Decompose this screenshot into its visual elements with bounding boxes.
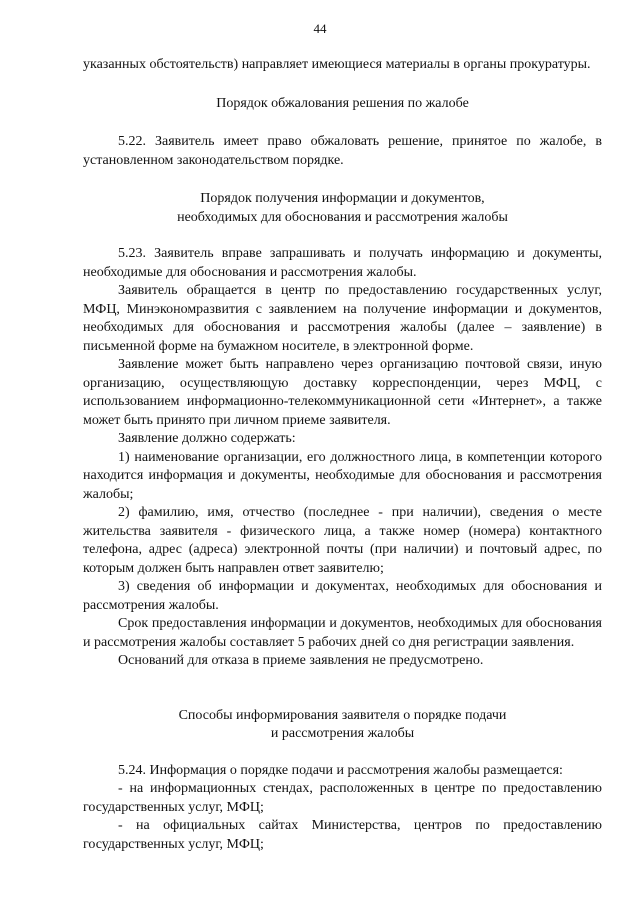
bullet-item-1: - на информационных стендах, расположенных в центре по предоставлению государственных услуг, МФЦ; (83, 781, 602, 815)
page-number: 44 (313, 21, 327, 36)
heading-line: и рассмотрения жалобы (270, 726, 415, 741)
section-heading-appeal (83, 95, 602, 114)
heading-line: необходимых для обоснования и рассмотрения жалобы (177, 209, 508, 225)
paragraph-application: Заявитель обращается в центр по предоставлению государственных услуг, МФЦ, Минэкономразвития с заявлением на получение информации и документов, необходимых для обоснования и рассмотрения жалобы (далее – заявление) в письменной форме на бумажном носителе, в электронной форме. (83, 283, 602, 354)
paragraph-5-23: 5.23. Заявитель вправе запрашивать и получать информацию и документы, необходимые для обоснования и рассмотрения жалобы. (83, 246, 602, 280)
paragraph-5-24: 5.24. Информация о порядке подачи и рассмотрения жалобы размещается: (118, 762, 563, 778)
heading-line: Порядок получения информации и документов, (200, 191, 485, 206)
document-body (83, 56, 602, 854)
paragraph-submission: Заявление может быть направлено через организацию почтовой связи, иную организацию, осуществляющую доставку корреспонденции, через МФЦ, с использованием информационно-телекоммуникационной сети «Интернет», а также может быть принято при личном приеме заявителя. (83, 357, 602, 428)
section-heading-informing (83, 707, 602, 744)
intro-paragraph: указанных обстоятельств) направляет имеющиеся материалы в органы прокуратуры. (83, 57, 591, 72)
heading-line: Способы информирования заявителя о порядке подачи (178, 707, 507, 723)
section-heading-information (83, 190, 602, 227)
bullet-item-2: - на официальных сайтах Министерства, центров по предоставлению государственных услуг, МФЦ; (83, 818, 602, 852)
paragraph-contents: Заявление должно содержать: (118, 431, 296, 446)
paragraph-5-22: 5.22. Заявитель имеет право обжаловать решение, принятое по жалобе, в установленном законодательством порядке. (83, 134, 602, 168)
paragraph-refusal: Оснований для отказа в приеме заявления не предусмотрено. (118, 653, 484, 668)
heading-line: Порядок обжалования решения по жалобе (216, 95, 469, 111)
list-item-3: 3) сведения об информации и документах, необходимых для обоснования и рассмотрения жалобы. (83, 579, 602, 613)
list-item-2: 2) фамилию, имя, отчество (последнее - при наличии), сведения о месте жительства заявителя - физического лица, а также номер (номера) контактного телефона, адрес (адреса) электронной почты (при наличии) и почтовый адрес, по которым должен быть направлен ответ заявителю; (83, 505, 602, 576)
list-item-1: 1) наименование организации, его должностного лица, в компетенции которого находится информация и документы, необходимые для обоснования и рассмотрения жалобы; (83, 449, 602, 502)
paragraph-term: Срок предоставления информации и документов, необходимых для обоснования и рассмотрения жалобы составляет 5 рабочих дней со дня регистрации заявления. (83, 616, 602, 650)
